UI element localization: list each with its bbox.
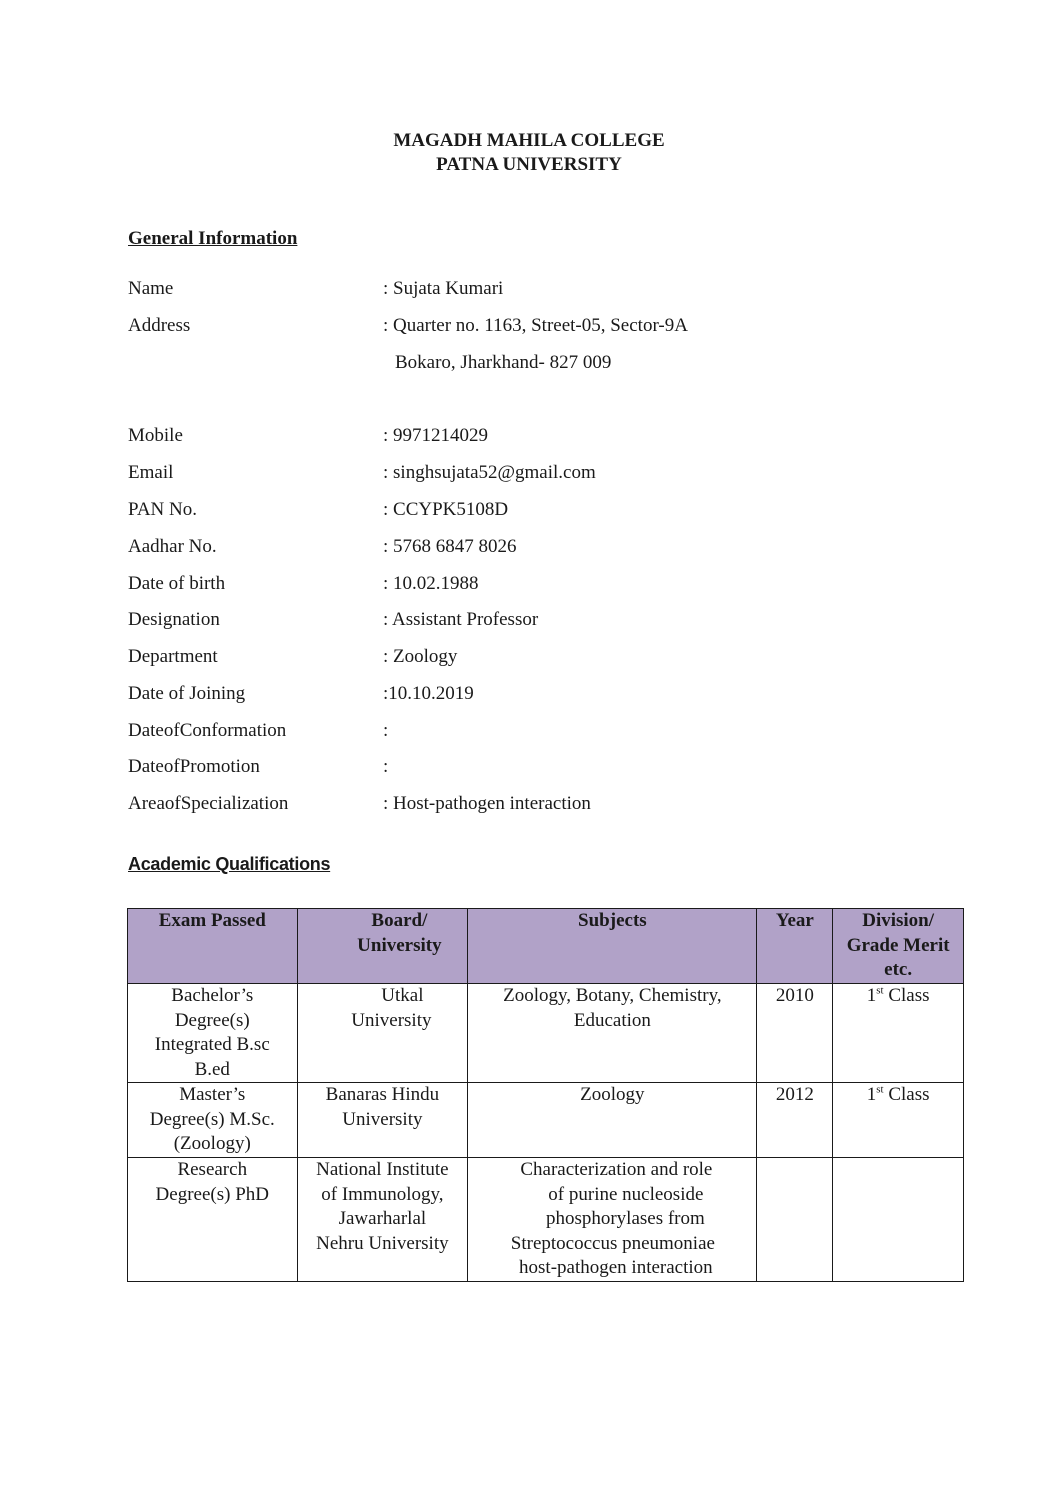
cell-line: Characterization and role bbox=[520, 1159, 713, 1180]
cell-line: host-pathogen interaction bbox=[519, 1257, 713, 1278]
info-value: : 10.02.1988 bbox=[383, 573, 479, 594]
university-name: PATNA UNIVERSITY bbox=[436, 154, 622, 175]
college-name: MAGADH MAHILA COLLEGE bbox=[393, 130, 665, 151]
header-division-line2: Grade Merit bbox=[846, 934, 950, 956]
info-label: AreaofSpecialization bbox=[128, 793, 289, 814]
header-division-line3: etc. bbox=[884, 959, 913, 980]
header-division bbox=[833, 909, 964, 984]
cell-line: phosphorylases from bbox=[545, 1208, 705, 1229]
info-label: Designation bbox=[128, 609, 220, 630]
cell-line: Degree(s) bbox=[174, 1009, 250, 1031]
cell-line: Integrated B.sc bbox=[154, 1034, 270, 1055]
cell-board bbox=[297, 984, 468, 1083]
info-value: : 9971214029 bbox=[383, 425, 489, 446]
info-value: : bbox=[383, 756, 389, 777]
cell-line: (Zoology) bbox=[173, 1133, 251, 1154]
cell-line: University bbox=[342, 1108, 423, 1130]
info-label: DateofConformation bbox=[128, 720, 287, 741]
info-value: : Host-pathogen interaction bbox=[383, 793, 591, 814]
division-text: Class bbox=[883, 1084, 930, 1105]
cell-subjects bbox=[468, 1158, 757, 1282]
info-label: Email bbox=[128, 462, 174, 483]
info-label: PAN No. bbox=[128, 499, 197, 520]
info-value: : Quarter no. 1163, Street-05, Sector-9A bbox=[383, 315, 688, 336]
cell-division bbox=[833, 1083, 964, 1158]
table-row bbox=[128, 1083, 964, 1158]
cell-line: of Immunology, bbox=[321, 1183, 444, 1205]
header-exam: Exam Passed bbox=[128, 909, 298, 984]
cell-exam bbox=[128, 1083, 298, 1158]
cell-year bbox=[757, 1158, 833, 1282]
general-information-heading: General Information bbox=[128, 228, 298, 249]
cell-year: 2012 bbox=[757, 1083, 833, 1158]
college-header bbox=[0, 129, 1058, 177]
cell-line: University bbox=[351, 1009, 432, 1031]
division-text: Class bbox=[883, 985, 930, 1006]
header-board-text bbox=[323, 909, 441, 958]
info-label: Name bbox=[128, 278, 174, 299]
cell-line: Bachelor’s bbox=[171, 985, 254, 1006]
info-value: :10.10.2019 bbox=[383, 683, 474, 704]
info-label: Address bbox=[128, 315, 191, 336]
cell-line: Master’s bbox=[179, 1084, 246, 1105]
info-value: : bbox=[383, 720, 389, 741]
cell-exam bbox=[128, 984, 298, 1083]
header-division-line1: Division/ bbox=[862, 910, 935, 931]
cell-division bbox=[833, 1158, 964, 1282]
cell-board bbox=[297, 1158, 468, 1282]
qualifications-table bbox=[127, 908, 964, 1282]
cell-line: Banaras Hindu bbox=[325, 1084, 440, 1105]
cell-line: Education bbox=[573, 1009, 651, 1031]
division-suffix: st bbox=[876, 1083, 884, 1096]
table-header-row bbox=[128, 909, 964, 984]
table-row bbox=[128, 984, 964, 1083]
header-board-line1: Board/ bbox=[371, 910, 428, 931]
info-label: Date of birth bbox=[128, 573, 226, 594]
info-value: : singhsujata52@gmail.com bbox=[383, 462, 596, 483]
info-value: : 5768 6847 8026 bbox=[383, 536, 517, 557]
header-board-line2: University bbox=[357, 934, 442, 956]
info-value: : Sujata Kumari bbox=[383, 278, 504, 299]
info-value: Bokaro, Jharkhand- 827 009 bbox=[395, 352, 612, 373]
cell-year: 2010 bbox=[757, 984, 833, 1083]
cell-subjects bbox=[468, 984, 757, 1083]
cell-line: National Institute bbox=[316, 1159, 449, 1180]
cell-line: Zoology bbox=[580, 1084, 645, 1105]
info-label: DateofPromotion bbox=[128, 756, 260, 777]
division-suffix: st bbox=[876, 984, 884, 997]
info-value: : CCYPK5108D bbox=[383, 499, 509, 520]
cell-line: Research bbox=[177, 1159, 248, 1180]
cell-line: Jawarharlal bbox=[338, 1208, 427, 1229]
cell-line: Zoology, Botany, Chemistry, bbox=[503, 985, 722, 1006]
academic-qualifications-heading: Academic Qualifications bbox=[128, 854, 331, 874]
cell-division bbox=[833, 984, 964, 1083]
info-label: Date of Joining bbox=[128, 683, 246, 704]
header-subjects: Subjects bbox=[468, 909, 757, 984]
cell-line: of purine nucleoside bbox=[548, 1183, 704, 1205]
cell-line: Degree(s) PhD bbox=[155, 1183, 269, 1205]
cell-subjects bbox=[468, 1083, 757, 1158]
cell-board bbox=[297, 1083, 468, 1158]
info-value: : Zoology bbox=[383, 646, 458, 667]
info-value: : Assistant Professor bbox=[383, 609, 539, 630]
header-board bbox=[297, 909, 468, 984]
cell-line: Utkal bbox=[381, 985, 424, 1006]
cell-line: Streptococcus pneumoniae bbox=[510, 1232, 715, 1254]
cell-line: Nehru University bbox=[316, 1232, 449, 1254]
info-label: Aadhar No. bbox=[128, 536, 217, 557]
cell-exam bbox=[128, 1158, 298, 1282]
cell-line: B.ed bbox=[194, 1058, 230, 1080]
info-label: Department bbox=[128, 646, 218, 667]
division-number: 1 bbox=[866, 985, 877, 1006]
division-number: 1 bbox=[866, 1084, 877, 1105]
cell-line: Degree(s) M.Sc. bbox=[149, 1108, 275, 1130]
table-row bbox=[128, 1158, 964, 1282]
header-year: Year bbox=[757, 909, 833, 984]
info-label: Mobile bbox=[128, 425, 183, 446]
